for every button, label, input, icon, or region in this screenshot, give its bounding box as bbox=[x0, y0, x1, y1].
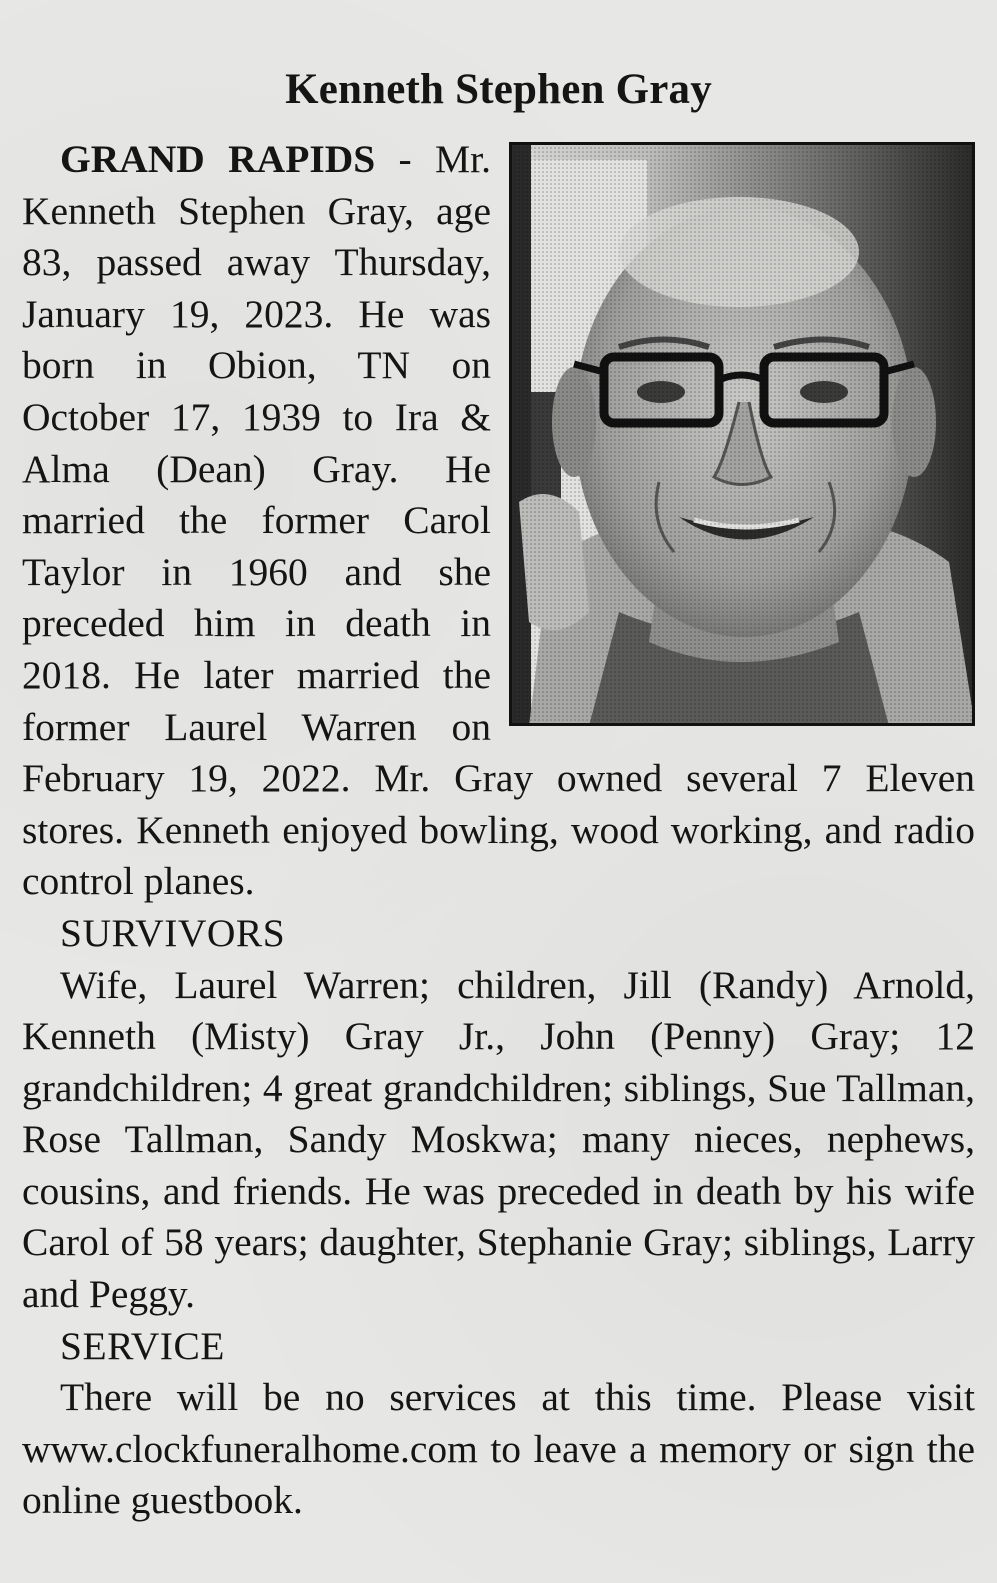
portrait-photo-image bbox=[509, 142, 975, 726]
dateline: GRAND RAPIDS bbox=[60, 137, 376, 181]
obituary-body bbox=[22, 134, 975, 908]
survivors-text: Wife, Laurel Warren; children, Jill (Randy) Arnold, Kenneth (Misty) Gray Jr., John (Penny) Gray; 12 grandchildren; 4 great grandchildren; siblings, Sue Tallman, Rose Tallman, Sandy Moskwa; many nieces, nephews, cousins, and friends. He was preceded in death by his wife Carol of 58 years; daughter, Stephanie Gray; siblings, Larry and Peggy. bbox=[22, 962, 975, 1317]
portrait-photo bbox=[509, 142, 975, 726]
survivors-heading: SURVIVORS bbox=[60, 910, 286, 955]
obituary-headline: Kenneth Stephen Gray bbox=[285, 66, 712, 113]
intro-text: - Mr. Kenneth Stephen Gray, age 83, passed away Thursday, January 19, 2023. He was born in Obion, TN on October 17, 1939 to Ira & Alma (Dean) Gray. He married the former Carol Taylor in 1960 and she preceded him in death in 2018. He later married the former Laurel Warren on February 19, 2022. Mr. Gray owned several 7 Eleven stores. Kenneth enjoyed bowling, wood working, and radio control planes. bbox=[22, 137, 975, 904]
service-text: There will be no services at this time. Please visit www.clockfuneralhome.com to leave a memory or sign the online guestbook. bbox=[22, 1375, 975, 1523]
service-heading: SERVICE bbox=[60, 1323, 225, 1368]
